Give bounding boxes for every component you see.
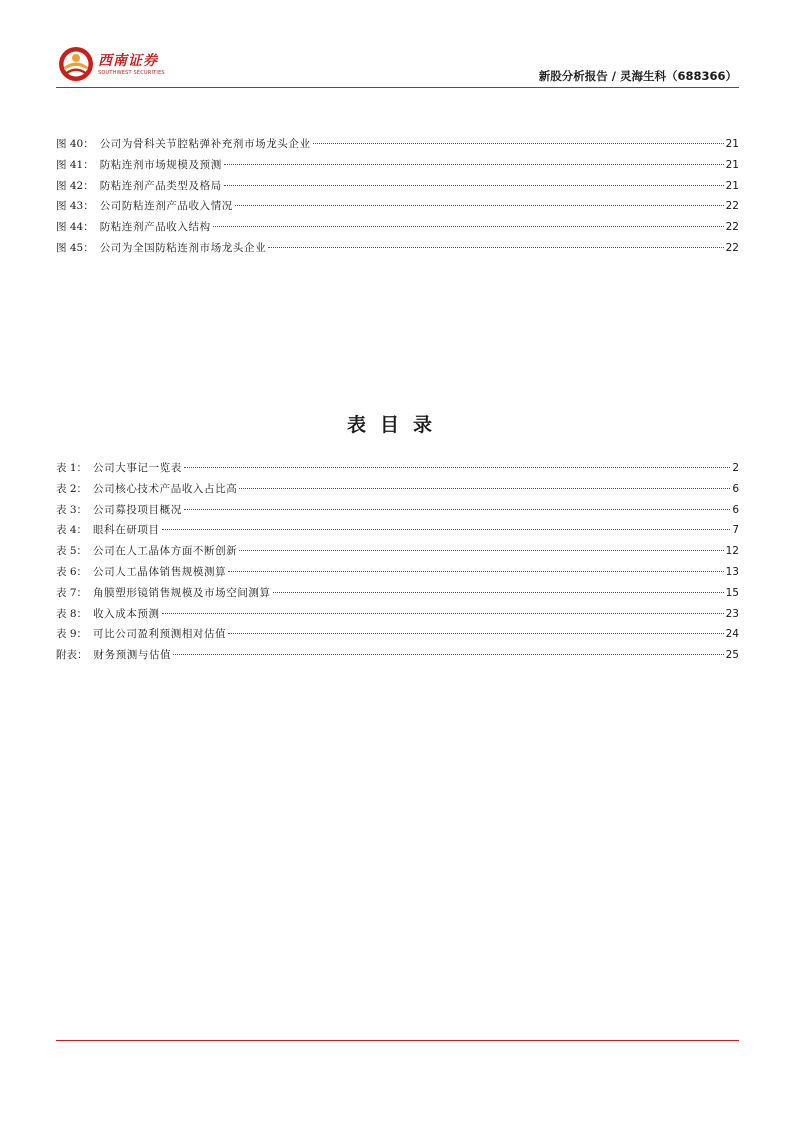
table-entry-leader [173,653,723,655]
table-entry-leader [273,591,724,593]
table-entry-leader [228,632,723,634]
table-entry-page: 6 [732,503,739,516]
figure-entry-label: 图 42 [56,179,84,192]
figure-entry-page: 21 [725,158,739,171]
table-entry[interactable] [56,520,739,541]
figure-entry[interactable] [56,155,739,176]
table-entry-title: 公司大事记一览表 [93,462,182,474]
table-entry-title: 眼科在研项目 [93,524,160,537]
table-entry-title: 收入成本预测 [93,607,160,620]
figure-entry[interactable] [56,176,739,197]
table-list-title: 表目录 [346,414,446,436]
figure-entry[interactable] [56,196,739,217]
table-entry-page: 6 [732,482,739,495]
table-entry-leader [239,549,723,551]
table-entry-colon: ： [76,524,88,537]
figure-entry-colon: ： [83,200,94,213]
figure-entry-colon: ： [83,138,94,150]
figure-entry-title: 公司防粘连剂产品收入情况 [99,200,233,213]
figure-entry-leader [213,225,724,227]
figure-entry-label: 图 40 [56,138,84,150]
table-entry[interactable] [56,562,739,583]
footer-divider [56,1040,739,1041]
table-entry-colon: ： [76,607,88,620]
table-entry[interactable] [56,479,739,500]
figure-entry-label: 图 41 [56,158,84,171]
report-label: 新股分析报告 / 灵海生科（688366） [538,69,737,83]
table-entry-page: 23 [725,607,739,620]
table-entry-label: 表 5 [56,545,77,558]
figure-entry-title: 公司为骨科关节腔粘弹补充剂市场龙头企业 [99,138,311,150]
table-entry-leader [162,612,724,614]
figure-entry-title: 防粘连剂产品类型及格局 [99,179,222,192]
company-logo [58,46,168,82]
figure-entry-page: 21 [725,179,739,192]
figure-list [56,134,739,259]
table-entry-title: 财务预测与估值 [93,649,172,662]
table-entry-page: 24 [725,628,739,641]
table-entry-title: 公司募投项目概况 [93,503,182,516]
table-entry[interactable] [56,624,739,645]
figure-entry[interactable] [56,217,739,238]
table-entry[interactable] [56,645,739,666]
figure-entry-leader [268,246,723,248]
table-entry-page: 13 [725,565,739,578]
logo-english-name: SOUTHWEST SECURITIES [98,70,165,76]
table-entry-colon: ： [76,628,88,641]
table-entry-page: 7 [732,524,739,537]
table-entry-label: 附表 [56,649,77,662]
table-entry-title: 公司核心技术产品收入占比高 [93,482,238,495]
table-entry-page: 15 [725,586,739,599]
table-entry-colon: ： [76,482,88,495]
table-entry-label: 表 4 [56,524,77,537]
figure-entry-title: 公司为全国防粘连剂市场龙头企业 [99,241,267,254]
figure-entry-colon: ： [83,158,94,171]
table-entry-colon: ： [76,545,88,558]
table-entry-page: 12 [725,545,739,558]
figure-entry-label: 图 44 [56,221,84,234]
figure-entry-page: 22 [725,241,739,254]
table-entry-title: 公司在人工晶体方面不断创新 [93,545,238,558]
figure-entry-title: 防粘连剂产品收入结构 [99,221,211,234]
table-entry-colon: ： [76,503,88,516]
page-header [56,44,739,90]
table-entry[interactable] [56,541,739,562]
table-entry-title: 角膜塑形镜销售规模及市场空间测算 [93,586,271,599]
figure-entry-label: 图 43 [56,200,84,213]
figure-entry-colon: ： [83,241,94,254]
table-entry-leader [184,508,730,510]
table-entry[interactable] [56,583,739,604]
table-entry-colon: ： [77,649,88,662]
header-divider [56,87,739,88]
table-list [56,458,739,666]
figure-entry-title: 防粘连剂市场规模及预测 [99,158,222,171]
table-entry-page: 2 [732,462,739,474]
table-entry-leader [184,466,730,468]
table-entry-leader [228,570,723,572]
table-entry-title: 可比公司盈利预测相对估值 [93,628,227,641]
table-entry-colon: ： [76,565,88,578]
table-entry-leader [239,487,730,489]
logo-chinese-name: 西南证券 [98,53,158,69]
figure-entry-colon: ： [83,221,94,234]
table-entry-page: 25 [725,649,739,662]
figure-entry-leader [235,204,724,206]
figure-entry[interactable] [56,134,739,155]
table-entry-label: 表 9 [56,628,77,641]
table-entry-title: 公司人工晶体销售规模测算 [93,565,227,578]
table-entry[interactable] [56,458,739,479]
table-entry-label: 表 6 [56,565,77,578]
figure-entry-page: 21 [725,138,739,150]
table-entry-label: 表 3 [56,503,77,516]
table-entry-label: 表 8 [56,607,77,620]
table-entry[interactable] [56,604,739,625]
table-entry-label: 表 7 [56,586,77,599]
figure-entry-label: 图 45 [56,241,84,254]
table-entry-label: 表 2 [56,482,77,495]
figure-entry-leader [224,184,724,186]
figure-entry-leader [313,142,724,144]
figure-entry-colon: ： [83,179,94,192]
figure-entry[interactable] [56,238,739,259]
figure-entry-leader [224,163,724,165]
table-entry[interactable] [56,500,739,521]
figure-entry-page: 22 [725,200,739,213]
table-entry-colon: ： [76,586,88,599]
southwest-securities-logo-icon [58,46,94,82]
figure-entry-page: 22 [725,221,739,234]
table-entry-label: 表 1 [56,462,77,474]
table-entry-leader [162,528,731,530]
table-entry-colon: ： [76,462,88,474]
